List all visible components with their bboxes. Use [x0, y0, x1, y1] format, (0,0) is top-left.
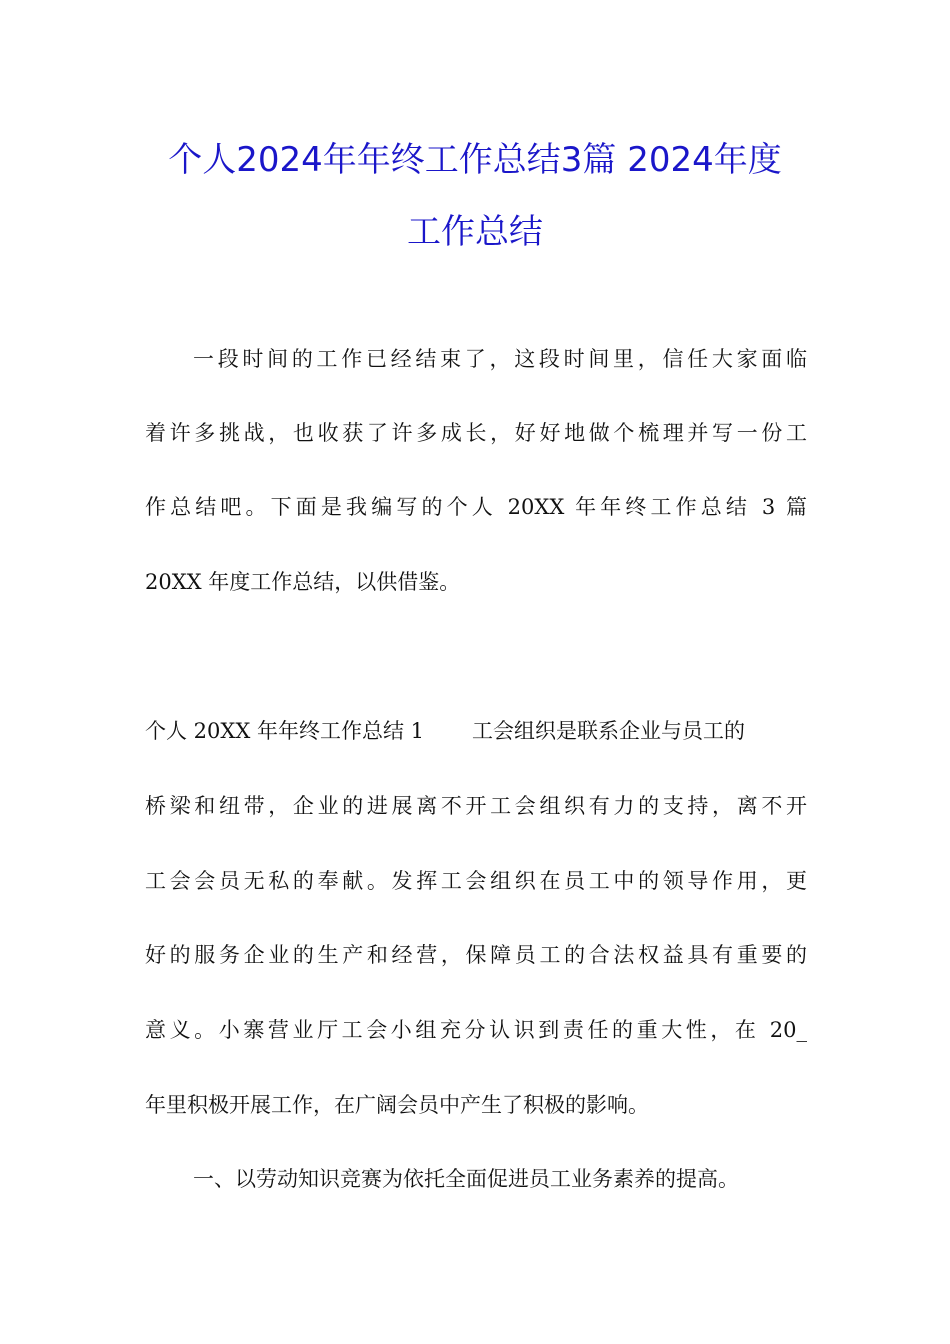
intro-paragraph-line-3: 作总结吧。下面是我编写的个人 20XX 年年终工作总结 3 篇 [145, 495, 807, 519]
section-1-line-4: 好的服务企业的生产和经营，保障员工的合法权益具有重要的 [145, 943, 807, 967]
document-title-line-1: 个人2024年年终工作总结3篇 2024年度 [168, 140, 782, 180]
section-1-line-5: 意义。小寨营业厅工会小组充分认识到责任的重大性，在 20_ [145, 1018, 807, 1042]
section-1-line-3: 工会会员无私的奉献。发挥工会组织在员工中的领导作用，更 [145, 869, 807, 893]
section-1-line-6: 年里积极开展工作，在广阔会员中产生了积极的影响。 [145, 1093, 649, 1117]
intro-paragraph-line-2: 着许多挑战，也收获了许多成长，好好地做个梳理并写一份工 [145, 421, 807, 445]
section-1-heading: 个人 20XX 年年终工作总结 1 [145, 719, 425, 743]
section-1-line-2: 桥梁和纽带，企业的进展离不开工会组织有力的支持，离不开 [145, 794, 807, 818]
document-title-line-2: 工作总结 [407, 212, 543, 252]
intro-paragraph-line-4: 20XX 年度工作总结，以供借鉴。 [145, 570, 461, 594]
section-1-first-text: 工会组织是联系企业与员工的 [472, 719, 746, 743]
section-1-first-line [145, 716, 807, 746]
intro-paragraph-line-1: 一段时间的工作已经结束了，这段时间里，信任大家面临 [193, 347, 807, 371]
point-1-heading: 一、以劳动知识竞赛为依托全面促进员工业务素养的提高。 [193, 1167, 739, 1191]
